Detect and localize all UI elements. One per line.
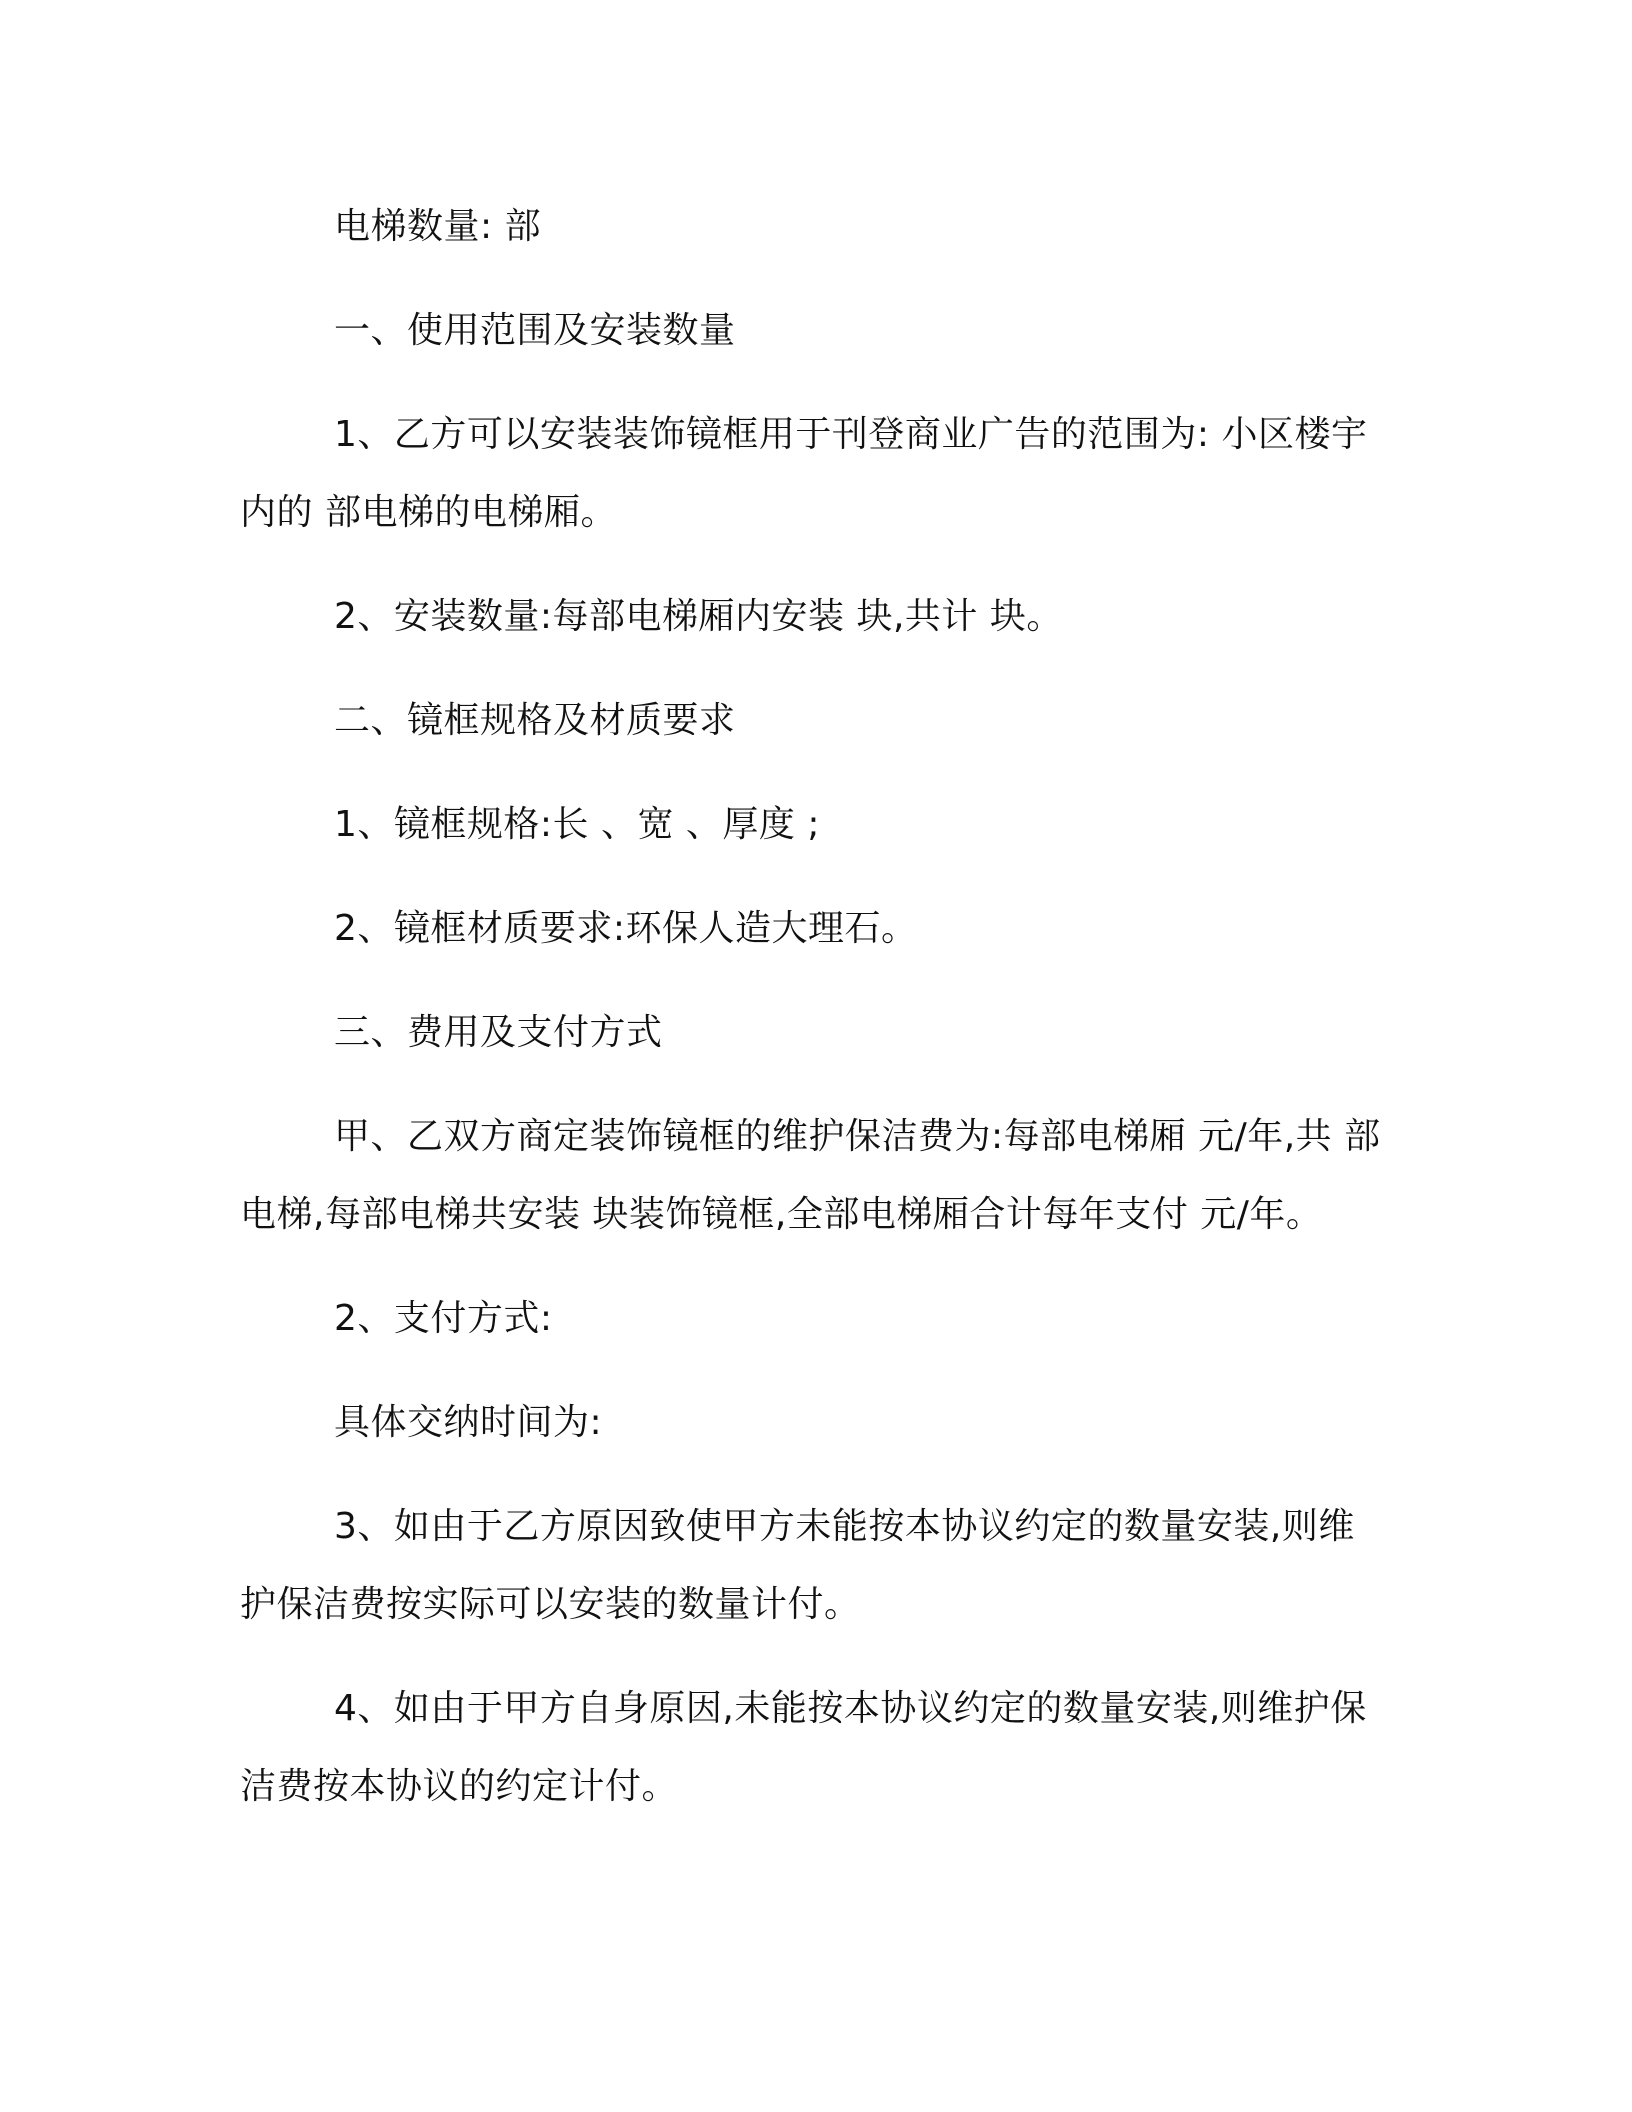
clause-scope-1: 1、乙方可以安装装饰镜框用于刊登商业广告的范围为: 小区楼宇内的 部电梯的电梯厢。 <box>240 414 1368 533</box>
elevator-count-line: 电梯数量: 部 <box>334 206 542 247</box>
section-heading-fees: 三、费用及支付方式 <box>334 1012 663 1053</box>
clause-scope-2: 2、安装数量:每部电梯厢内安装 块,共计 块。 <box>334 596 1063 637</box>
clause-spec-2: 2、镜框材质要求:环保人造大理石。 <box>334 908 918 949</box>
document-body <box>240 188 1390 1852</box>
clause-payment-method: 2、支付方式: <box>334 1298 553 1339</box>
clause-fees-amount: 甲、乙双方商定装饰镜框的维护保洁费为:每部电梯厢 元/年,共 部电梯,每部电梯共安装 块装饰镜框,全部电梯厢合计每年支付 元/年。 <box>240 1116 1381 1235</box>
clause-payment-time: 具体交纳时间为: <box>334 1402 603 1443</box>
section-heading-scope: 一、使用范围及安装数量 <box>334 310 736 351</box>
clause-spec-1: 1、镜框规格:长 、宽 、厚度 ; <box>334 804 820 845</box>
clause-fees-4: 4、如由于甲方自身原因,未能按本协议约定的数量安装,则维护保洁费按本协议的约定计付。 <box>240 1688 1367 1807</box>
section-heading-spec: 二、镜框规格及材质要求 <box>334 700 736 741</box>
clause-fees-3: 3、如由于乙方原因致使甲方未能按本协议约定的数量安装,则维护保洁费按实际可以安装的数量计付。 <box>240 1506 1355 1625</box>
